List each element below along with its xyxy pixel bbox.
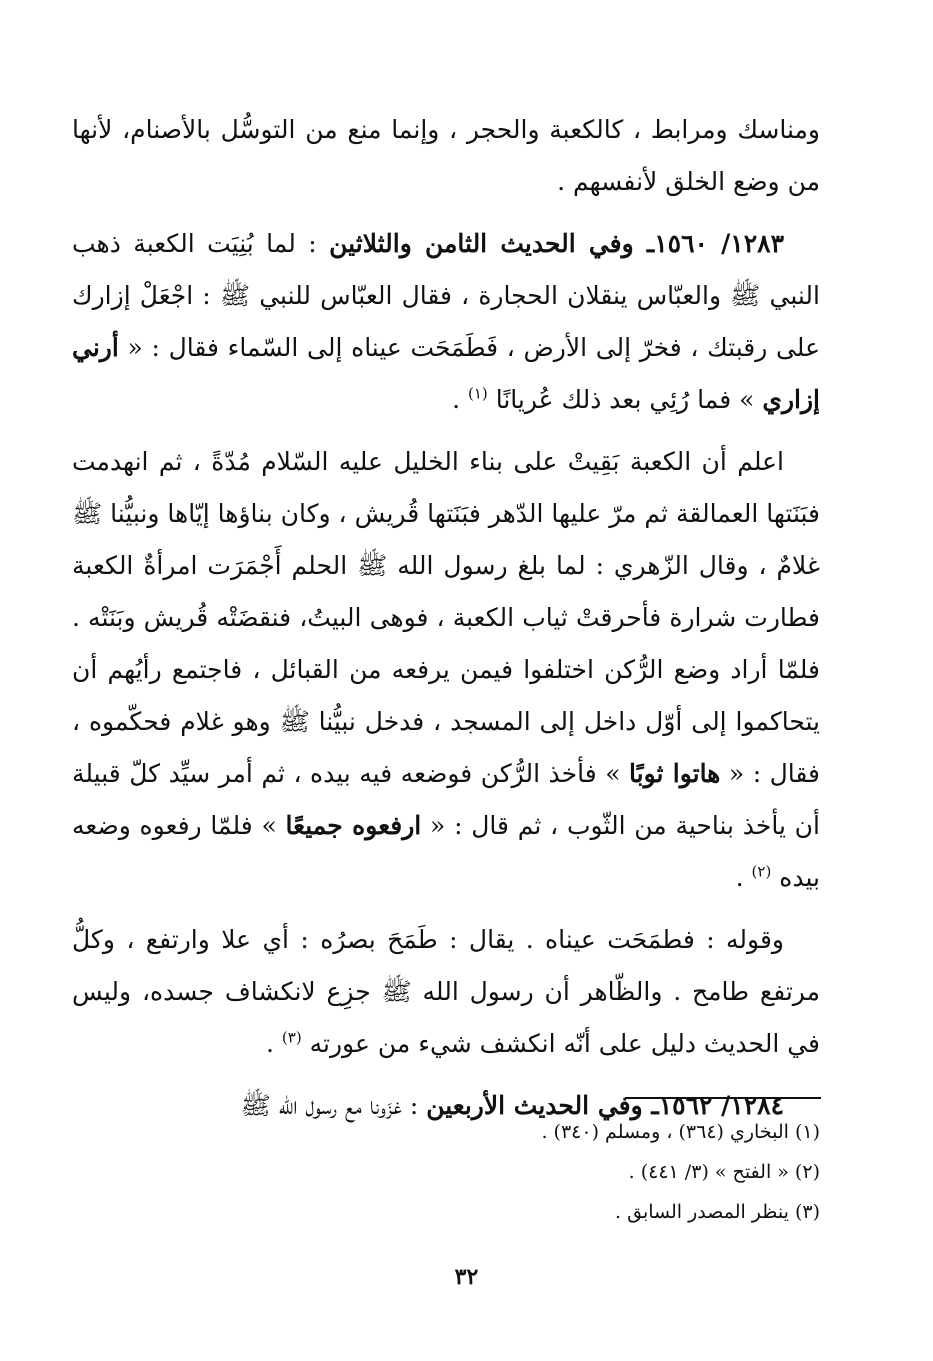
text-run: » فما رُئِي بعد ذلك عُريانًا (487, 385, 763, 414)
footnote-divider (625, 1097, 821, 1099)
bold-text: هاتوا ثوبًا (629, 759, 721, 788)
bold-text: أرني إزاري (72, 333, 820, 414)
text-run: » فلمّا رفعوه وضعه بيده (72, 811, 820, 892)
text-run: » فأخذ الرُّكن فوضعه فيه بيده ، ثم أمر سيِّد كلّ قبيلة أن يأخذ بناحية من الثّوب ، ثم قال : « (72, 759, 820, 840)
footnote: (١) البخاري (٣٦٤) ، ومسلم (٣٤٠) . (541, 1121, 820, 1143)
text-run: : غزَونا مع رسول الله ﷺ (240, 1091, 427, 1120)
footnote: (٢) « الفتح » (٣/ ٤٤١) . (628, 1161, 820, 1183)
hadith-paragraph (72, 218, 820, 426)
bold-text: ارفعوه جميعًا (285, 811, 422, 840)
text-run: اعلم أن الكعبة بَقِيتْ على بناء الخليل عليه السّلام مُدّةً ، ثم انهدمت فبَنَتها العمالقة ثم مرّ عليها الدّهر فبَنَتها قُريش ، وكان بناؤها إيّاها ونبيُّنا ﷺ غلامٌ ، وقال الزّهري : لما بلغ رسول الله ﷺ الحلم أَجْمَرَت امرأةٌ الكعبة فطارت شرارة فأحرقتْ ثياب الكعبة ، فوهى البيتُ، فنقضَتْه قُريش وبَنَتْه . فلمّا أراد وضع الرُّكن اختلفوا فيمن يرفعه من القبائل ، فاجتمع رأيُهم أن يتحاكموا إلى أوّل داخل إلى المسجد ، فدخل نبيُّنا ﷺ وهو غلام فحكّموه ، فقال : « (72, 447, 821, 788)
text-run: . (265, 1029, 282, 1058)
footnote: (٣) ينظر المصدر السابق . (615, 1201, 820, 1223)
page-number: ٣٢ (454, 1264, 479, 1290)
footnote-reference: (٢) (751, 862, 772, 881)
main-text (72, 104, 820, 1132)
text-run: وقوله : فطمَحَت عيناه . يقال : طَمَحَ بصرُه : أي علا وارتفع ، وكلُّ مرتفع طامح . والظّاهر أن رسول الله ﷺ جزِع لانكشاف جسده، وليس في الحديث دليل على أنّه انكشف شيء من عورته (72, 925, 820, 1058)
paragraph (72, 914, 820, 1070)
text-run: : لما بُنِيَت الكعبة ذهب النبي ﷺ والعبّاس ينقلان الحجارة ، فقال العبّاس للنبي ﷺ : اجْعَلْ إزارك على رقبتك ، فخرّ إلى الأرض ، فَطَمَحَت عيناه إلى السّماء فقال : « (72, 229, 820, 362)
paragraph (72, 104, 820, 208)
paragraph (72, 436, 820, 904)
bold-text: ١٢٨٣/ ١٥٦٠ـ وفي الحديث الثامن والثلاثين (329, 229, 784, 258)
text-run: . (452, 385, 468, 414)
text-run: ومناسك ومرابط ، كالكعبة والحجر ، وإنما منع من التوسُّل بالأصنام، لأنها من وضع الخلق لأنفسهم . (72, 115, 820, 196)
footnote-reference: (٣) (281, 1028, 302, 1047)
bold-text: ١٢٨٤/ ١٥٦٢ـ وفي الحديث الأربعين (426, 1091, 784, 1120)
footnotes (72, 1112, 820, 1232)
footnote-reference: (١) (467, 384, 488, 403)
text-run: . (735, 863, 752, 892)
